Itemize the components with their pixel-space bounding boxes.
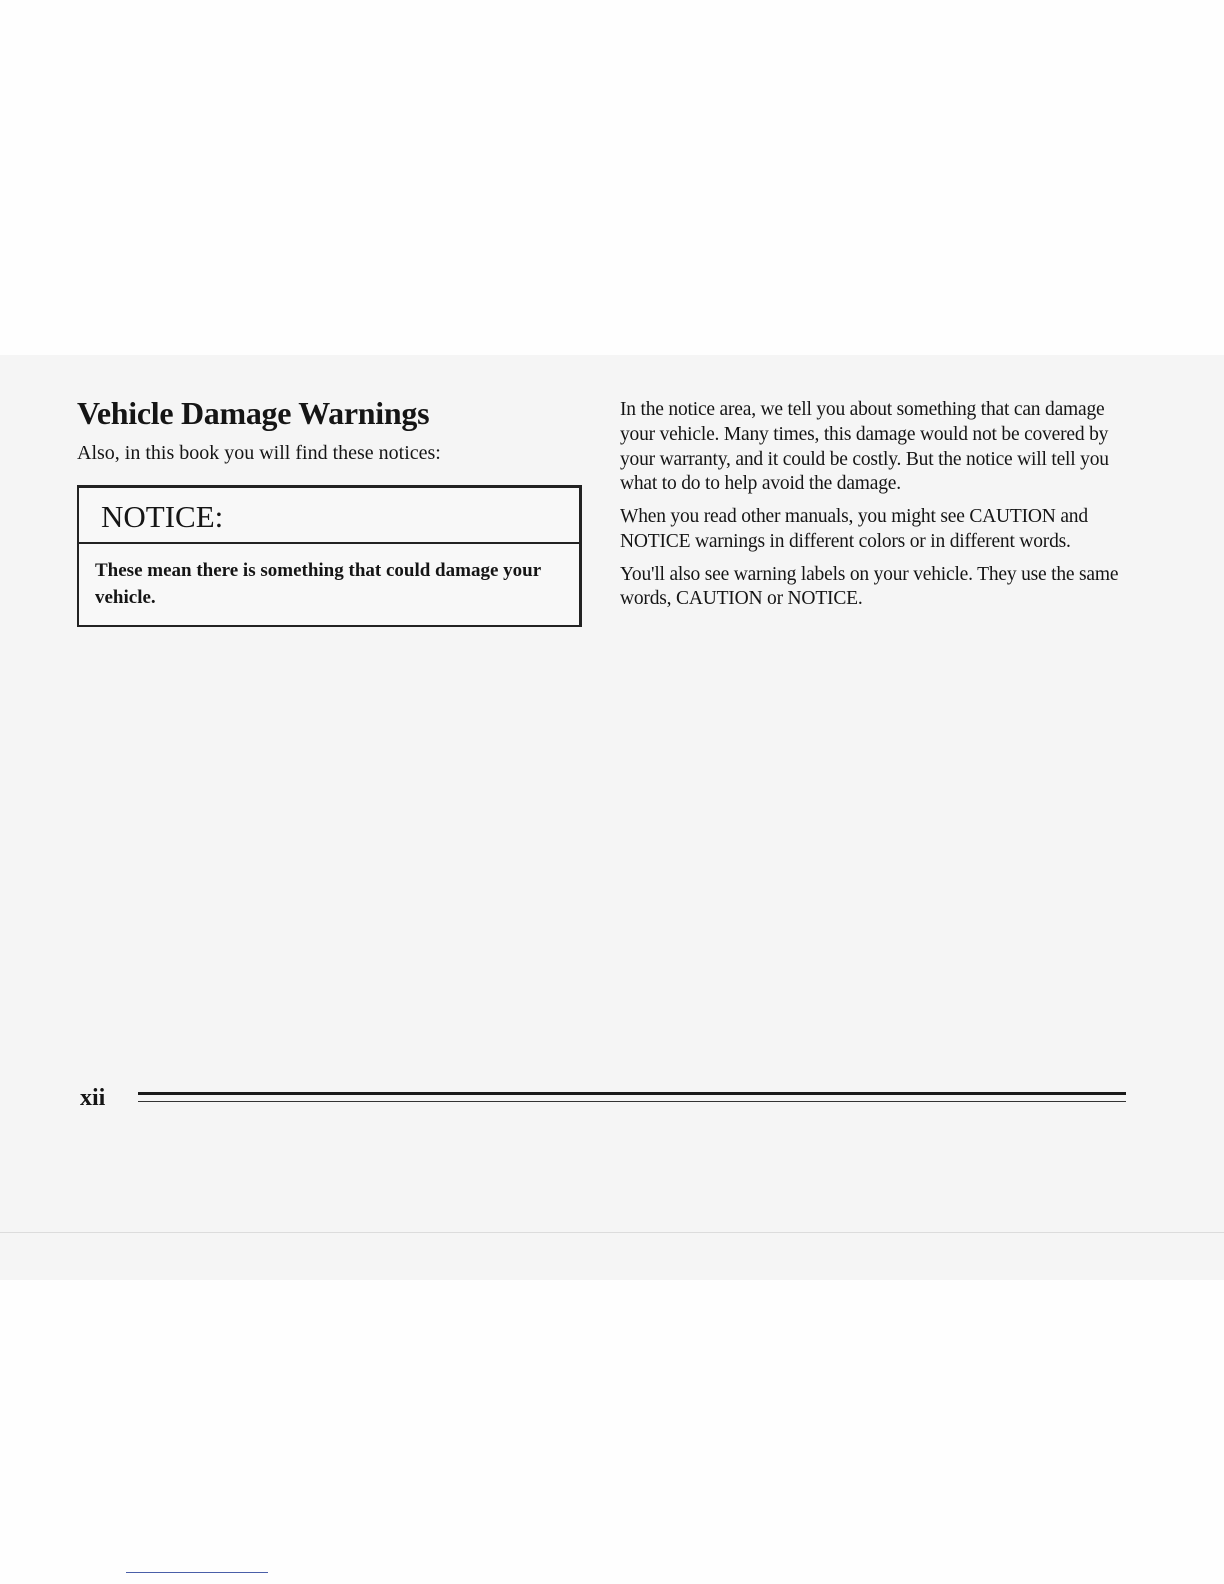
notice-title: NOTICE: <box>79 488 579 544</box>
section-heading: Vehicle Damage Warnings <box>77 395 430 431</box>
scan-edge-line <box>0 1232 1224 1233</box>
paragraph-warning-labels: You'll also see warning labels on your vehicle. They use the same words, CAUTION or NOTICE. <box>620 563 1119 610</box>
footer-rule-thin <box>138 1101 1126 1102</box>
intro-text: Also, in this book you will find these notices: <box>77 442 441 465</box>
notice-text: These mean there is something that could damage your vehicle. <box>95 560 541 608</box>
right-column <box>620 398 1120 620</box>
bottom-edge-mark <box>126 1572 268 1573</box>
paragraph-other-manuals: When you read other manuals, you might see CAUTION and NOTICE warnings in different colors or in different words. <box>620 506 1088 552</box>
footer-rule-thick <box>138 1092 1126 1095</box>
page-number: xii <box>80 1085 106 1111</box>
left-column <box>77 395 585 608</box>
notice-box <box>77 485 582 627</box>
paragraph-notice-area: In the notice area, we tell you about something that can damage your vehicle. Many times, this damage would not be covered by your warranty, and it could be costly. But the notice will tell you what to do to help avoid the damage. <box>620 399 1109 495</box>
